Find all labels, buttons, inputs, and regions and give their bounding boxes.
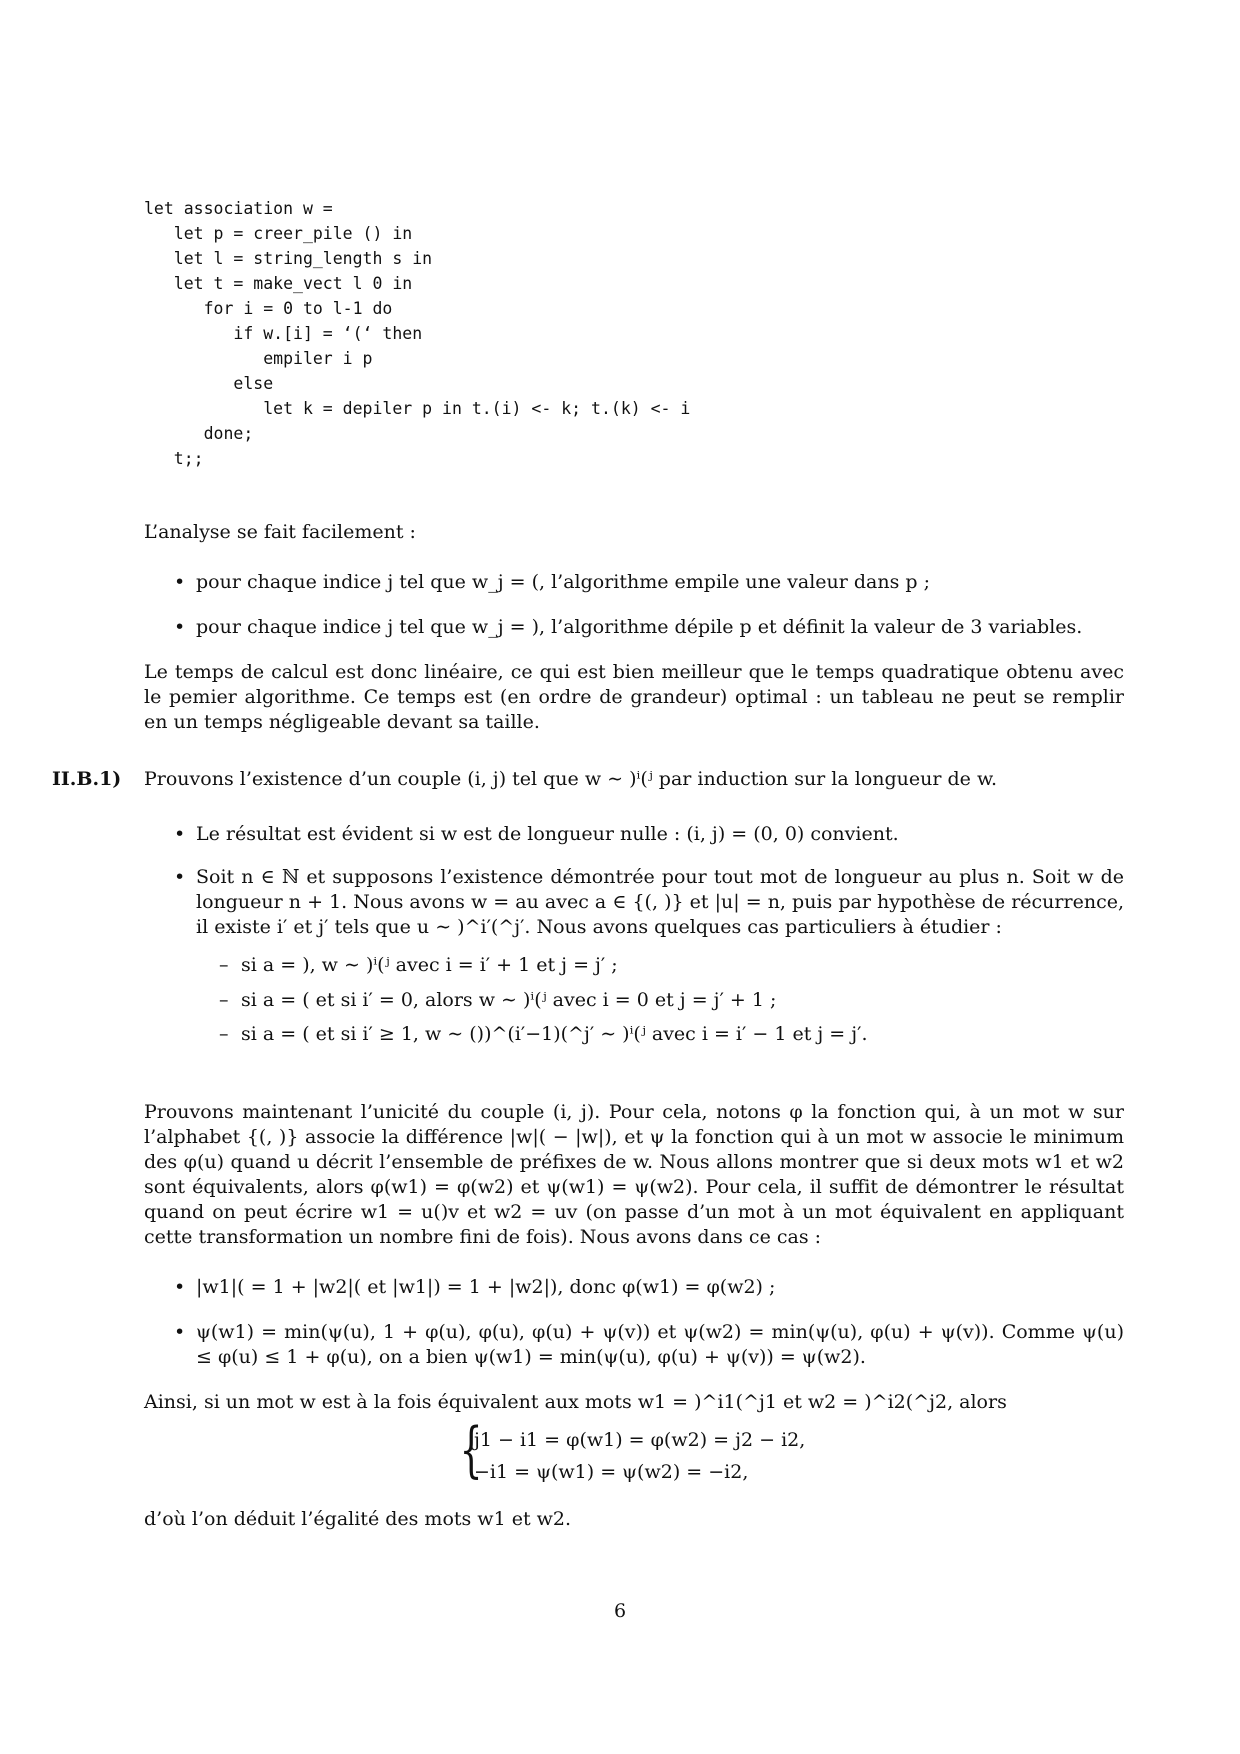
section-bullet-2 <box>176 865 1124 940</box>
uniqueness-bullet-2 <box>176 1320 1124 1370</box>
case-text: si a = ( et si i′ ≥ 1, w ∼ ())^(i′−1)(^j′ ∼ )ⁱ(ʲ avec i = i′ − 1 et j = j′. <box>241 1023 868 1045</box>
bullet-text: ψ(w1) = min(ψ(u), 1 + φ(u), φ(u), φ(u) + ψ(v)) et ψ(w2) = min(ψ(u), φ(u) + ψ(v)). Comme ψ(u) ≤ φ(u) ≤ 1 + φ(u), on a bien ψ(w1) = min(ψ(u), φ(u) + ψ(v)) = ψ(w2). <box>196 1321 1124 1368</box>
case-text: si a = ), w ∼ )ⁱ(ʲ avec i = i′ + 1 et j = j′ ; <box>241 954 618 976</box>
code-line: let k = depiler p in t.(i) <- k; t.(k) <- i <box>144 399 691 418</box>
code-line: let t = make_vect l 0 in <box>144 274 413 293</box>
code-line: let association w = <box>144 199 333 218</box>
left-brace-icon: { <box>459 1415 483 1485</box>
code-line: done; <box>144 424 254 443</box>
section-statement: Prouvons l’existence d’un couple (i, j) tel que w ∼ )ⁱ(ʲ par induction sur la longueur de w. <box>144 768 997 790</box>
section-label: II.B.1) <box>52 768 122 790</box>
case-text: si a = ( et si i′ = 0, alors w ∼ )ⁱ(ʲ avec i = 0 et j = j′ + 1 ; <box>241 989 777 1011</box>
section-bullet-1 <box>176 822 1124 847</box>
dash-icon: – <box>219 989 229 1011</box>
code-line: let p = creer_pile () in <box>144 224 413 243</box>
equation-line-1: j1 − i1 = φ(w1) = φ(w2) = j2 − i2, <box>474 1429 806 1451</box>
code-listing <box>144 196 690 471</box>
page-number: 6 <box>613 1600 627 1622</box>
bullet-text: pour chaque indice j tel que w_j = ), l’algorithme dépile p et définit la valeur de 3 variables. <box>196 616 1083 638</box>
dash-icon: – <box>219 1023 229 1045</box>
bullet-text: Le résultat est évident si w est de longueur nulle : (i, j) = (0, 0) convient. <box>196 823 899 845</box>
ainsi-text: Ainsi, si un mot w est à la fois équivalent aux mots w1 = )^i1(^j1 et w2 = )^i2(^j2, alors <box>144 1391 1007 1413</box>
final-sentence: d’où l’on déduit l’égalité des mots w1 et w2. <box>144 1508 572 1530</box>
code-line: t;; <box>144 449 204 468</box>
dash-icon: – <box>219 954 229 976</box>
bullet-icon: • <box>174 571 186 593</box>
case-2 <box>219 988 1119 1013</box>
code-line: for i = 0 to l-1 do <box>144 299 393 318</box>
bullet-text: Soit n ∈ ℕ et supposons l’existence démontrée pour tout mot de longueur au plus n. Soit w de longueur n + 1. Nous avons w = au avec a ∈ {(, )} et |u| = n, puis par hypothèse de récurrence, il existe i′ et j′ tels que u ∼ )^i′(^j′. Nous avons quelques cas particuliers à étudier : <box>196 866 1124 938</box>
bullet-text: |w1|( = 1 + |w2|( et |w1|) = 1 + |w2|), donc φ(w1) = φ(w2) ; <box>196 1276 776 1298</box>
analysis-conclusion: Le temps de calcul est donc linéaire, ce qui est bien meilleur que le temps quadratique obtenu avec le pemier algorithme. Ce temps est (en ordre de grandeur) optimal : un tableau ne peut se remplir en un temps négligeable devant sa taille. <box>144 661 1124 733</box>
uniqueness-paragraph: Prouvons maintenant l’unicité du couple (i, j). Pour cela, notons φ la fonction qui, à un mot w sur l’alphabet {(, )} associe la différence |w|( − |w|), et ψ la fonction qui à un mot w associe le minimum des φ(u) quand u décrit l’ensemble de préfixes de w. Nous allons montrer que si deux mots w1 et w2 sont équivalents, alors φ(w1) = φ(w2) et ψ(w1) = ψ(w2). Pour cela, il suffit de démontrer le résultat quand on peut écrire w1 = u()v et w2 = uv (on passe d’un mot à un mot équivalent en appliquant cette transformation un nombre fini de fois). Nous avons dans ce cas : <box>144 1101 1125 1248</box>
analysis-intro: L’analyse se fait facilement : <box>144 521 416 543</box>
analysis-bullet-1 <box>176 570 1124 595</box>
bullet-icon: • <box>174 1276 186 1298</box>
code-line: empiler i p <box>144 349 373 368</box>
code-line: else <box>144 374 274 393</box>
code-line: if w.[i] = ‘(‘ then <box>144 324 423 343</box>
uniqueness-bullet-1 <box>176 1275 1124 1300</box>
analysis-bullet-2 <box>176 615 1124 640</box>
case-1 <box>219 953 1119 978</box>
equation-line-2: −i1 = ψ(w1) = ψ(w2) = −i2, <box>474 1461 749 1483</box>
bullet-icon: • <box>174 616 186 638</box>
bullet-text: pour chaque indice j tel que w_j = (, l’algorithme empile une valeur dans p ; <box>196 571 931 593</box>
case-3 <box>219 1022 1119 1047</box>
equation-system <box>452 1415 806 1492</box>
bullet-icon: • <box>174 866 186 888</box>
bullet-icon: • <box>174 823 186 845</box>
bullet-icon: • <box>174 1321 186 1343</box>
code-line: let l = string_length s in <box>144 249 433 268</box>
